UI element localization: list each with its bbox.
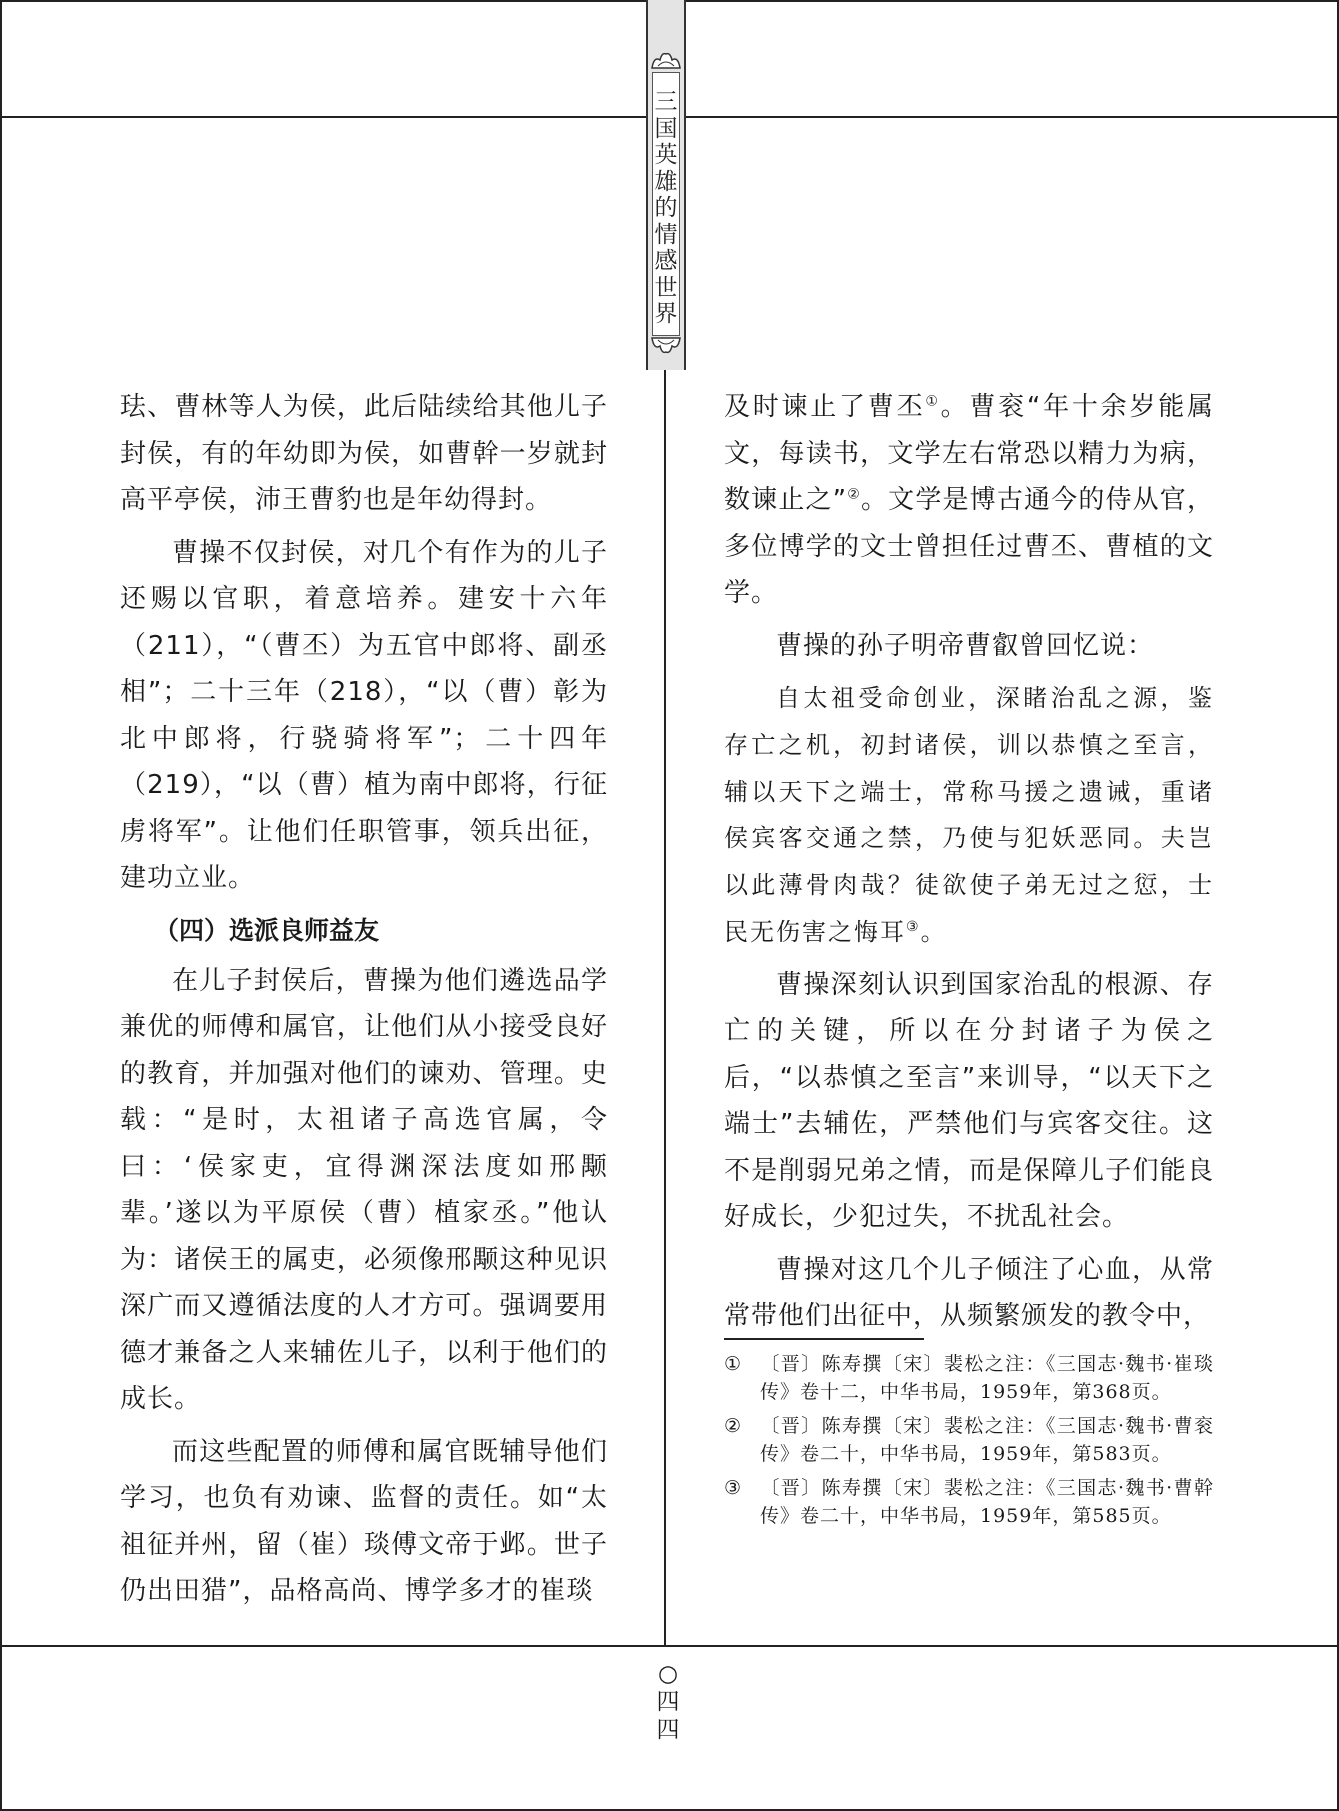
page-number-text: 四四 [656, 1689, 680, 1743]
paragraph: 曹操深刻认识到国家治乱的根源、存亡的关键，所以在分封诸子为侯之后，“以恭慎之至言”来训导，“以天下之端士”去辅佐，严禁他们与宾客交往。这不是削弱兄弟之情，而是保障儿子们能良好成长，少犯过失，不扰乱社会。 [724, 969, 1214, 1233]
footnote [724, 1350, 1214, 1406]
book-spine-tab [646, 0, 686, 370]
footnote-text: 〔晋〕陈寿撰〔宋〕裴松之注：《三国志·魏书·曹衮传》卷二十，中华书局，1959年，第583页。 [760, 1415, 1214, 1465]
page-number-circle: ○ [657, 1661, 679, 1687]
footnote-text: 〔晋〕陈寿撰〔宋〕裴松之注：《三国志·魏书·崔琰传》卷十二，中华书局，1959年，第368页。 [760, 1353, 1214, 1403]
footnote-ref[interactable]: ③ [906, 918, 921, 935]
cloud-ornament-bottom-icon [650, 336, 682, 358]
footnote-mark: ③ [724, 1477, 743, 1499]
footnote-mark: ① [724, 1353, 743, 1375]
quote-text: 。 [920, 917, 947, 946]
footer-rule [0, 1645, 1339, 1647]
text-run: 及时谏止了曹丕 [724, 392, 926, 422]
footnote-mark: ② [724, 1415, 743, 1437]
paragraph: 曹操对这几个儿子倾注了心血，从常常带他们出征中，从频繁颁发的教令中， [724, 1254, 1214, 1332]
page-number [648, 1660, 688, 1744]
footnote-ref[interactable]: ① [925, 393, 941, 410]
footnote-ref[interactable]: ② [847, 486, 862, 503]
paragraph: 在儿子封侯后，曹操为他们遴选品学兼优的师傅和属官，让他们从小接受良好的教育，并加强对他们的谏劝、管理。史载：“是时，太祖诸子高选官属，令曰：‘侯家吏，宜得渊深法度如邢颙辈。’遂以为平原侯（曹）植家丞。”他认为：诸侯王的属吏，必须像邢颙这种见识深广而又遵循法度的人才方可。强调要用德才兼备之人来辅佐儿子，以利于他们的成长。 [120, 965, 608, 1414]
cloud-ornament-top-icon [650, 48, 682, 70]
paragraph: 曹操的孙子明帝曹叡曾回忆说： [776, 630, 1155, 661]
section-heading: （四）选派良师益友 [154, 915, 380, 945]
footnote-text: 〔晋〕陈寿撰〔宋〕裴松之注：《三国志·魏书·曹幹传》卷二十，中华书局，1959年，第585页。 [760, 1477, 1214, 1527]
book-title: 三国英雄的情感世界 [654, 89, 678, 327]
column-divider [664, 370, 666, 1646]
text-run: 。曹衮“年十余岁能属文，每读书，文学左右常恐以精力为病，数谏止之” [724, 392, 1214, 515]
footnote [724, 1412, 1214, 1468]
paragraph: 珐、曹林等人为侯，此后陆续给其他儿子封侯，有的年幼即为侯，如曹幹一岁就封高平亭侯，沛王曹豹也是年幼得封。 [120, 392, 608, 515]
paragraph [724, 384, 1214, 617]
footnote-separator [724, 1338, 924, 1340]
paragraph: 而这些配置的师傅和属官既辅导他们学习，也负有劝谏、监督的责任。如“太祖征并州，留（崔）琰傅文帝于邺。世子仍出田猎”，品格高尚、博学多才的崔琰 [120, 1436, 608, 1606]
footnote [724, 1474, 1214, 1530]
footnotes [724, 1350, 1214, 1536]
quote-text: 自太祖受命创业，深睹治乱之源，鉴存亡之机，初封诸侯，训以恭慎之至言，辅以天下之端士，常称马援之遗诫，重诸侯宾客交通之禁，乃使与犯妖恶同。夫岂以此薄骨肉哉？徒欲使子弟无过之愆，士民无伤害之悔耳 [724, 684, 1214, 946]
right-column [724, 384, 1214, 1346]
block-quote [724, 675, 1214, 956]
spine-title-box [652, 72, 680, 336]
text-run: 。文学是博古通今的侍从官，多位博学的文士曾担任过曹丕、曹植的文学。 [724, 485, 1214, 608]
paragraph: 曹操不仅封侯，对几个有作为的儿子还赐以官职，着意培养。建安十六年（211），“（曹丕）为五官中郎将、副丞相”；二十三年（218），“以（曹）彰为北中郎将，行骁骑将军”；二十四年（219），“以（曹）植为南中郎将，行征虏将军”。让他们任职管事，领兵出征，建功立业。 [120, 537, 608, 893]
left-column [120, 384, 608, 1621]
